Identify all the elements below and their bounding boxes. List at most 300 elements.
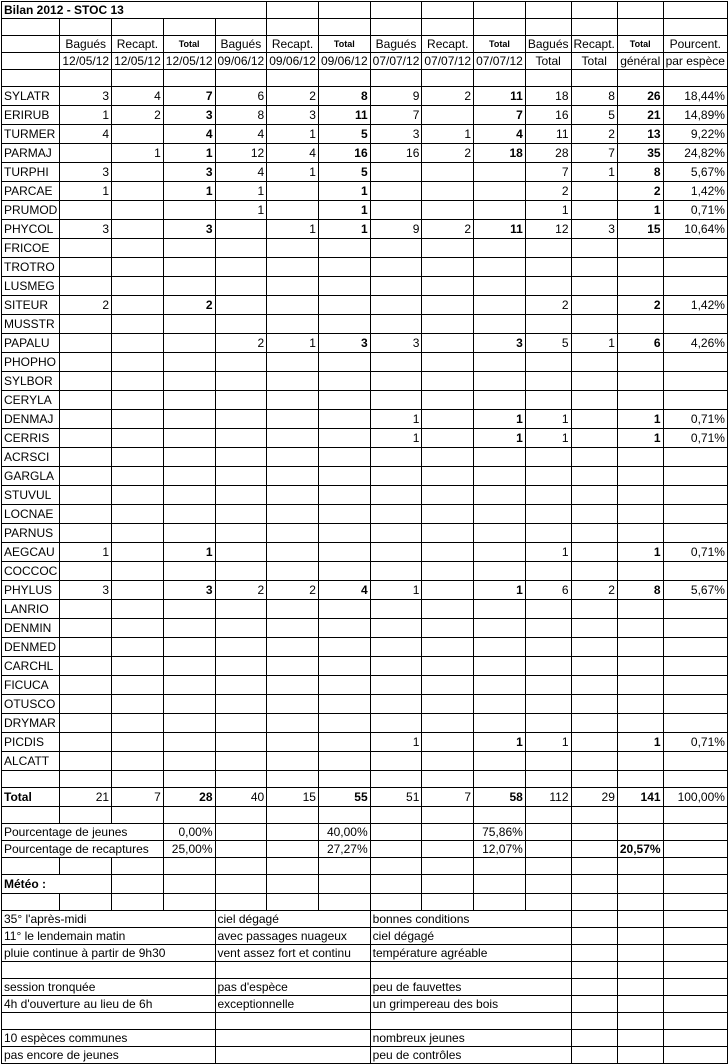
value-cell <box>370 562 422 581</box>
value-cell: 3 <box>370 125 422 144</box>
value-cell <box>215 638 267 657</box>
meteo-line <box>2 1013 728 1030</box>
value-cell <box>525 562 571 581</box>
value-cell <box>112 201 164 220</box>
value-cell: 0,71% <box>663 543 727 562</box>
value-cell <box>60 144 112 163</box>
value-cell <box>617 695 663 714</box>
column-subheader: 07/07/12 <box>370 53 422 70</box>
value-cell: 11 <box>474 87 526 106</box>
value-cell <box>422 201 474 220</box>
empty-cell <box>267 875 319 894</box>
value-cell <box>663 372 727 391</box>
value-cell <box>163 334 215 353</box>
title-row <box>2 2 728 19</box>
empty-cell <box>617 875 663 894</box>
value-cell: 7 <box>474 106 526 125</box>
value-cell <box>267 562 319 581</box>
species-code: LUSMEG <box>2 277 60 296</box>
empty-cell <box>525 70 571 87</box>
value-cell: 4 <box>215 125 267 144</box>
value-cell <box>163 201 215 220</box>
value-cell <box>663 562 727 581</box>
value-cell <box>215 296 267 315</box>
empty-cell <box>617 1013 663 1030</box>
value-cell <box>422 657 474 676</box>
value-cell <box>60 467 112 486</box>
value-cell <box>215 258 267 277</box>
value-cell <box>571 638 617 657</box>
value-cell <box>525 467 571 486</box>
value-cell: 3 <box>163 106 215 125</box>
table-row <box>2 391 728 410</box>
value-cell <box>163 562 215 581</box>
value-cell <box>617 562 663 581</box>
meteo-text-1: pluie continue à partir de 9h30 <box>2 945 216 962</box>
value-cell <box>474 562 526 581</box>
species-code: AEGCAU <box>2 543 60 562</box>
value-cell <box>474 714 526 733</box>
value-cell <box>571 372 617 391</box>
column-header: Pourcent. <box>663 36 727 53</box>
value-cell <box>60 391 112 410</box>
species-code: LOCNAE <box>2 505 60 524</box>
value-cell <box>525 372 571 391</box>
table-row <box>2 752 728 771</box>
value-cell <box>318 448 370 467</box>
value-cell <box>163 638 215 657</box>
value-cell <box>422 733 474 752</box>
value-cell: 2 <box>571 125 617 144</box>
value-cell <box>370 524 422 543</box>
value-cell <box>474 277 526 296</box>
empty-cell <box>525 858 571 875</box>
value-cell <box>474 353 526 372</box>
value-cell: 1 <box>525 201 571 220</box>
table-row <box>2 201 728 220</box>
value-cell <box>370 448 422 467</box>
empty-cell <box>571 894 617 911</box>
empty-cell <box>571 858 617 875</box>
column-subheader: 07/07/12 <box>474 53 526 70</box>
total-value: 58 <box>474 788 526 807</box>
value-cell <box>318 676 370 695</box>
value-cell <box>525 676 571 695</box>
empty-cell <box>422 875 474 894</box>
value-cell: 13 <box>617 125 663 144</box>
column-subheader: 09/06/12 <box>267 53 319 70</box>
value-cell <box>112 676 164 695</box>
empty-cell <box>663 2 727 19</box>
meteo-text-2: avec passages nuageux <box>215 928 370 945</box>
value-cell <box>318 733 370 752</box>
meteo-text-1: 35° l'après-midi <box>2 911 216 928</box>
table-row <box>2 619 728 638</box>
column-subheader: par espèce <box>663 53 727 70</box>
value-cell: 3 <box>571 220 617 239</box>
empty-cell <box>215 19 267 36</box>
value-cell: 1 <box>267 163 319 182</box>
value-cell <box>474 315 526 334</box>
value-cell: 1 <box>617 201 663 220</box>
empty-cell <box>617 996 663 1013</box>
value-cell <box>318 524 370 543</box>
meteo-line <box>2 945 728 962</box>
meteo-line <box>2 1030 728 1047</box>
value-cell <box>663 714 727 733</box>
meteo-text-2 <box>215 1047 370 1064</box>
value-cell <box>163 752 215 771</box>
empty-cell <box>370 771 422 788</box>
value-cell <box>422 448 474 467</box>
empty-cell <box>422 807 474 824</box>
value-cell <box>318 505 370 524</box>
value-cell: 2 <box>267 581 319 600</box>
value-cell: 3 <box>60 87 112 106</box>
column-subheader: 09/06/12 <box>215 53 267 70</box>
species-code: LANRIO <box>2 600 60 619</box>
value-cell <box>422 315 474 334</box>
total-value: 141 <box>617 788 663 807</box>
value-cell <box>60 410 112 429</box>
value-cell <box>163 315 215 334</box>
empty-cell <box>663 841 727 858</box>
species-code: FRICOE <box>2 239 60 258</box>
meteo-text-2: exceptionnelle <box>215 996 370 1013</box>
value-cell <box>474 695 526 714</box>
value-cell: 1 <box>617 543 663 562</box>
value-cell <box>617 467 663 486</box>
value-cell: 2 <box>215 334 267 353</box>
value-cell: 2 <box>571 581 617 600</box>
empty-cell <box>2 807 60 824</box>
value-cell <box>112 410 164 429</box>
value-cell: 1 <box>571 163 617 182</box>
total-label: Total <box>2 788 60 807</box>
empty-cell <box>617 945 663 962</box>
total-value: 21 <box>60 788 112 807</box>
value-cell <box>474 391 526 410</box>
value-cell <box>571 239 617 258</box>
value-cell <box>215 657 267 676</box>
value-cell: 1 <box>215 182 267 201</box>
value-cell <box>267 315 319 334</box>
empty-cell <box>617 858 663 875</box>
value-cell <box>215 315 267 334</box>
value-cell <box>422 163 474 182</box>
value-cell <box>163 410 215 429</box>
value-cell <box>60 752 112 771</box>
empty-cell <box>370 19 422 36</box>
value-cell <box>571 277 617 296</box>
value-cell <box>525 524 571 543</box>
value-cell <box>60 695 112 714</box>
value-cell <box>318 258 370 277</box>
value-cell: 1 <box>163 144 215 163</box>
value-cell <box>370 695 422 714</box>
value-cell <box>663 239 727 258</box>
value-cell <box>112 334 164 353</box>
value-cell: 2 <box>422 144 474 163</box>
value-cell <box>422 353 474 372</box>
value-cell <box>617 638 663 657</box>
value-cell: 1,42% <box>663 296 727 315</box>
value-cell <box>663 657 727 676</box>
empty-cell <box>571 70 617 87</box>
meteo-text-3 <box>370 1013 571 1030</box>
total-value: 28 <box>163 788 215 807</box>
value-cell <box>474 486 526 505</box>
empty-cell <box>2 70 60 87</box>
value-cell <box>112 277 164 296</box>
empty-cell <box>571 996 617 1013</box>
value-cell <box>571 258 617 277</box>
species-code: SYLATR <box>2 87 60 106</box>
value-cell <box>617 752 663 771</box>
value-cell <box>215 562 267 581</box>
value-cell <box>422 277 474 296</box>
value-cell <box>215 733 267 752</box>
table-row <box>2 486 728 505</box>
value-cell <box>422 752 474 771</box>
value-cell <box>474 448 526 467</box>
empty-cell <box>525 19 571 36</box>
value-cell <box>571 429 617 448</box>
value-cell <box>112 448 164 467</box>
species-code: MUSSTR <box>2 315 60 334</box>
value-cell <box>474 201 526 220</box>
table-row <box>2 695 728 714</box>
species-code: STUVUL <box>2 486 60 505</box>
species-code: PICDIS <box>2 733 60 752</box>
empty-cell <box>663 771 727 788</box>
value-cell <box>112 600 164 619</box>
empty-cell <box>112 807 164 824</box>
empty-cell <box>2 771 60 788</box>
value-cell <box>267 258 319 277</box>
value-cell <box>163 486 215 505</box>
value-cell <box>617 524 663 543</box>
meteo-line <box>2 996 728 1013</box>
empty-cell <box>267 2 319 19</box>
value-cell <box>112 372 164 391</box>
empty-cell <box>215 894 267 911</box>
value-cell: 3 <box>163 581 215 600</box>
value-cell <box>267 486 319 505</box>
value-cell <box>571 657 617 676</box>
meteo-text-3: un grimpereau des bois <box>370 996 571 1013</box>
empty-cell <box>2 36 60 53</box>
value-cell: 1 <box>370 733 422 752</box>
meteo-text-1: 10 espèces communes <box>2 1030 216 1047</box>
table-row <box>2 733 728 752</box>
empty-cell <box>215 824 267 841</box>
value-cell <box>267 505 319 524</box>
value-cell <box>422 505 474 524</box>
empty-cell <box>474 771 526 788</box>
value-cell: 2 <box>617 296 663 315</box>
value-cell <box>474 505 526 524</box>
value-cell <box>318 467 370 486</box>
value-cell <box>112 524 164 543</box>
value-cell <box>112 638 164 657</box>
empty-cell <box>215 771 267 788</box>
value-cell: 8 <box>617 581 663 600</box>
value-cell <box>370 467 422 486</box>
value-cell <box>571 391 617 410</box>
empty-cell <box>617 19 663 36</box>
value-cell <box>474 619 526 638</box>
value-cell <box>60 638 112 657</box>
species-code: SITEUR <box>2 296 60 315</box>
blank-row <box>2 807 728 824</box>
meteo-line <box>2 1047 728 1064</box>
value-cell <box>112 125 164 144</box>
value-cell <box>60 372 112 391</box>
value-cell <box>163 695 215 714</box>
column-header: Recapt. <box>112 36 164 53</box>
value-cell <box>571 524 617 543</box>
empty-cell <box>663 911 727 928</box>
empty-cell <box>571 1030 617 1047</box>
total-value: 29 <box>571 788 617 807</box>
species-code: PRUMOD <box>2 201 60 220</box>
table-row <box>2 676 728 695</box>
value-cell <box>525 619 571 638</box>
empty-cell <box>571 2 617 19</box>
value-cell: 1 <box>525 429 571 448</box>
value-cell <box>525 448 571 467</box>
value-cell <box>370 277 422 296</box>
empty-cell <box>571 962 617 979</box>
value-cell <box>571 733 617 752</box>
value-cell <box>60 733 112 752</box>
value-cell <box>422 524 474 543</box>
value-cell <box>422 619 474 638</box>
empty-cell <box>318 2 370 19</box>
value-cell: 18,44% <box>663 87 727 106</box>
value-cell <box>525 638 571 657</box>
value-cell <box>370 391 422 410</box>
value-cell <box>112 752 164 771</box>
value-cell: 3 <box>60 220 112 239</box>
sheet-title: Bilan 2012 - STOC 13 <box>2 2 267 19</box>
column-subheader: 12/05/12 <box>112 53 164 70</box>
value-cell: 15 <box>617 220 663 239</box>
species-code: TURPHI <box>2 163 60 182</box>
empty-cell <box>663 1013 727 1030</box>
empty-cell <box>663 1030 727 1047</box>
value-cell: 4 <box>163 125 215 144</box>
empty-cell <box>571 979 617 996</box>
value-cell <box>571 543 617 562</box>
species-code: OTUSCO <box>2 695 60 714</box>
value-cell <box>267 277 319 296</box>
empty-cell <box>663 962 727 979</box>
value-cell: 6 <box>525 581 571 600</box>
value-cell <box>370 714 422 733</box>
empty-cell <box>474 70 526 87</box>
species-code: SYLBOR <box>2 372 60 391</box>
value-cell <box>163 600 215 619</box>
table-row <box>2 562 728 581</box>
value-cell <box>617 714 663 733</box>
empty-cell <box>663 894 727 911</box>
meteo-text-2: ciel dégagé <box>215 911 370 928</box>
blank-row <box>2 858 728 875</box>
value-cell <box>215 372 267 391</box>
empty-cell <box>663 996 727 1013</box>
empty-cell <box>663 70 727 87</box>
value-cell <box>267 467 319 486</box>
empty-cell <box>60 19 112 36</box>
empty-cell <box>215 875 267 894</box>
value-cell: 6 <box>215 87 267 106</box>
value-cell <box>474 600 526 619</box>
value-cell: 1 <box>571 334 617 353</box>
empty-cell <box>571 19 617 36</box>
empty-cell <box>571 875 617 894</box>
value-cell <box>60 505 112 524</box>
value-cell: 1 <box>525 543 571 562</box>
empty-cell <box>617 771 663 788</box>
empty-cell <box>617 962 663 979</box>
value-cell: 1 <box>474 410 526 429</box>
value-cell <box>215 676 267 695</box>
empty-cell <box>571 771 617 788</box>
value-cell <box>370 543 422 562</box>
empty-cell <box>318 875 370 894</box>
value-cell: 2 <box>60 296 112 315</box>
meteo-text-3: peu de fauvettes <box>370 979 571 996</box>
value-cell <box>318 353 370 372</box>
empty-cell <box>370 841 422 858</box>
value-cell <box>370 239 422 258</box>
empty-cell <box>617 894 663 911</box>
meteo-text-1: 11° le lendemain matin <box>2 928 216 945</box>
value-cell <box>215 391 267 410</box>
value-cell <box>112 429 164 448</box>
value-cell <box>422 334 474 353</box>
empty-cell <box>60 894 112 911</box>
empty-cell <box>215 858 267 875</box>
column-header: Bagués <box>370 36 422 53</box>
value-cell <box>112 695 164 714</box>
value-cell: 35 <box>617 144 663 163</box>
value-cell <box>571 296 617 315</box>
species-code: ACRSCI <box>2 448 60 467</box>
value-cell <box>318 600 370 619</box>
empty-cell <box>525 894 571 911</box>
value-cell <box>60 353 112 372</box>
species-code: PHYCOL <box>2 220 60 239</box>
empty-cell <box>571 945 617 962</box>
value-cell: 3 <box>370 334 422 353</box>
column-header: Recapt. <box>267 36 319 53</box>
empty-cell <box>318 807 370 824</box>
species-code: CERYLA <box>2 391 60 410</box>
value-cell <box>422 429 474 448</box>
empty-cell <box>422 894 474 911</box>
empty-cell <box>267 19 319 36</box>
pct-recap-2: 27,27% <box>318 841 370 858</box>
value-cell <box>215 714 267 733</box>
value-cell <box>60 201 112 220</box>
empty-cell <box>571 911 617 928</box>
table-row <box>2 638 728 657</box>
empty-cell <box>474 19 526 36</box>
value-cell <box>525 391 571 410</box>
